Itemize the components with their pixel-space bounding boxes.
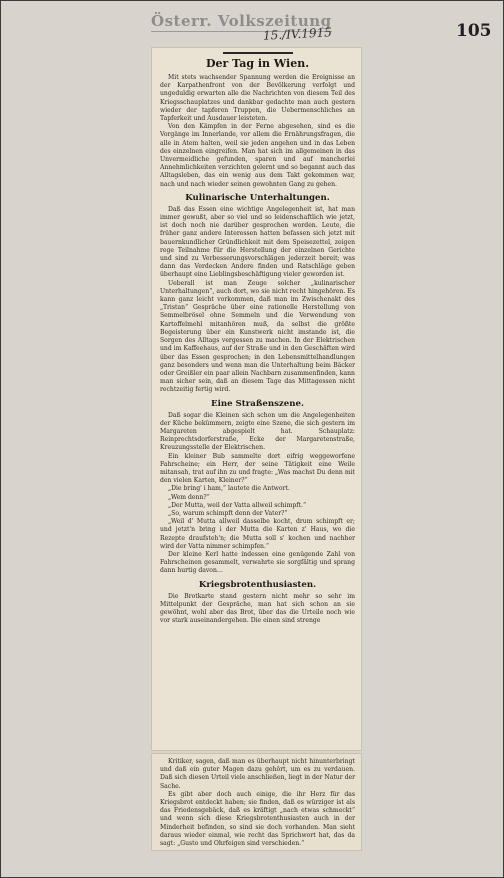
paragraph: Daß sogar die Kleinen sich schon um die Angelegenheiten der Küche bekümmern, zeigte eine Szene, die sich gestern im Margareten abgespielt hat. Schauplatz: Reinprechtsdorferstraße, Ecke der Margaretenstraße, Kreuzungsstelle der Elektrischen. <box>160 411 355 452</box>
dialogue-line: „Wem denn?“ <box>168 493 210 501</box>
newspaper-clipping-main <box>152 48 361 750</box>
title-rule <box>223 52 293 54</box>
paragraph: Es gibt aber doch auch einige, die ihr Herz für das Kriegsbrot entdeckt haben; sie finden, daß es würziger ist als das Friedensgebäck, daß es kräftigt „nach etwas schmeckt“ und wenn sich diese Kriegsbrotenthusiasten auch in der Minderheit befinden, so sind sie doch vorhanden. Man sieht daraus wieder einmal, wie recht das Sprichwort hat, das da sagt: „Gusto und Ohrfeigen sind verschieden.“ <box>160 790 355 848</box>
paragraph: Der kleine Kerl hatte indessen eine genügende Zahl von Fahrscheinen gesammelt, verwahrte sie sorgfältig und sprang dann hurtig davon… <box>160 550 355 575</box>
section-heading: Kriegsbrotenthusiasten. <box>198 579 317 590</box>
paragraph: Daß das Essen eine wichtige Angelegenheit ist, hat man immer gewußt, aber so viel und so leidenschaftlich wie jetzt, ist doch noch nie darüber gesprochen worden. Leute, die früher ganz andere Interessen hatten befassen sich jetzt mit bauernkundlicher Gründlichkeit mit dem Speisezettel, zeigen rege Teilnahme für die Herstellung der einzelnen Gerichte und sind zu Verbesserungsvorschlägen jederzeit bereit; was dann das Verdecken Andere finden und Ratschläge geben überhaupt eine Lieblingsbeschäftigung vieler geworden ist. <box>160 205 355 279</box>
article-column-continued <box>152 754 361 848</box>
dialogue-line: „So, warum schimpft denn der Vater?“ <box>168 509 288 517</box>
dialogue-line: „Weil d' Mutta allweil dasselbe kocht, drum schimpft er; und jetzt'n bring i der Mutta die Karten z' Haus, wo die Rezepte draufsteh'n; die Mutta soll s' kochen und nachher wird der Vatta nimmer schimpfen.“ <box>160 518 355 550</box>
paragraph: Mit stets wachsender Spannung werden die Ereignisse an der Karpathenfront von der Bevölkerung verfolgt und ungeduldig erwarten alle die Nachrichten von diesem Teil des Kriegsschauplatzes und dankbar gedachte man auch gestern wieder der tapferen Truppen, die Uebermenschliches an Tapferkeit und Ausdauer leisteten. <box>160 74 355 123</box>
paragraph: Ueberall ist man Zeuge solcher „kulinarischer Unterhaltungen“, auch dort, wo sie nicht recht hingehören. Es kann ganz leicht vorkommen, daß man im Zwischenakt des „Tristan“ Gespräche über eine rationelle Herstellung von Semmelbrösel ohne Semmeln und die Verwendung von Kartoffelmehl mitanhören muß, da selbst die größte Begeisterung über ein Kunstwerk nicht imstande ist, die Sorgen des Alltags vergessen zu machen. In der Elektrischen und im Kaffeehaus, auf der Straße und in den Geschäften wird über das Essen gesprochen; in den Lebensmittelhandlungen ganz besonders und wenn man die Unterhaltung beim Bäcker oder Greißler ein paar allein Nachbarn zusammenfinden, kann man sicher sein, daß an diesem Tage das Mittagessen nicht rechtzeitig fertig wird. <box>160 279 355 394</box>
paragraph: Kritiker, sagen, daß man es überhaupt nicht hinunterbringt und daß ein guter Magen dazu gehört, um es zu verdauen. Daß sich diesen Urteil viele anschließen, liegt in der Natur der Sache. <box>160 758 355 790</box>
article-title: Der Tag in Wien. <box>205 57 310 70</box>
handwritten-date: 15./IV.1915 <box>262 25 333 43</box>
dialogue-line: „Die bring' i ham,“ lautete die Antwort. <box>168 485 290 493</box>
article-column <box>152 48 361 625</box>
page-number: 105 <box>456 21 492 41</box>
section-heading: Eine Straßenszene. <box>211 398 304 409</box>
newspaper-source-stamp: Österr. Volkszeitung <box>151 12 332 30</box>
newspaper-clipping-continued <box>152 754 361 850</box>
section-heading: Kulinarische Unterhaltungen. <box>185 192 330 203</box>
dialogue-line: „Der Mutta, weil der Vatta allweil schimpft.“ <box>168 501 307 509</box>
paragraph: Die Brotkarte stand gestern nicht mehr so sehr im Mittelpunkt der Gespräche, man hat sich schon an sie gewöhnt, wohl aber das Brot, über das die Urteile noch wie vor stark auseinandergehen. Die einen sind strenge <box>160 592 355 625</box>
paragraph: Von den Kämpfen in der Ferne abgesehen, sind es die Vorgänge im Innerlande, vor allem die Ernährungsfragen, die alle in Atem halten, weil sie jeden angehen und in das Leben des einzelnen eingreifen. Man hat sich im allgemeinen in das Unvermeidliche gefunden, sparen und auf mancherlei Annehmlichkeiten verzichten gelernt und so begannt auch das Alltagsleben, das ein wenig aus dem Takt gekommen war, nach und nach wieder seinen gewohnten Gang zu gehen. <box>160 123 355 188</box>
paragraph: Ein kleiner Bub sammelte dort eifrig weggeworfene Fahrscheine; ein Herr, der seine Tätigkeit eine Weile mitansah, trat auf ihn zu und fragte: „Was machst Du denn mit den vielen Karten, Kleiner?“ <box>160 452 355 485</box>
